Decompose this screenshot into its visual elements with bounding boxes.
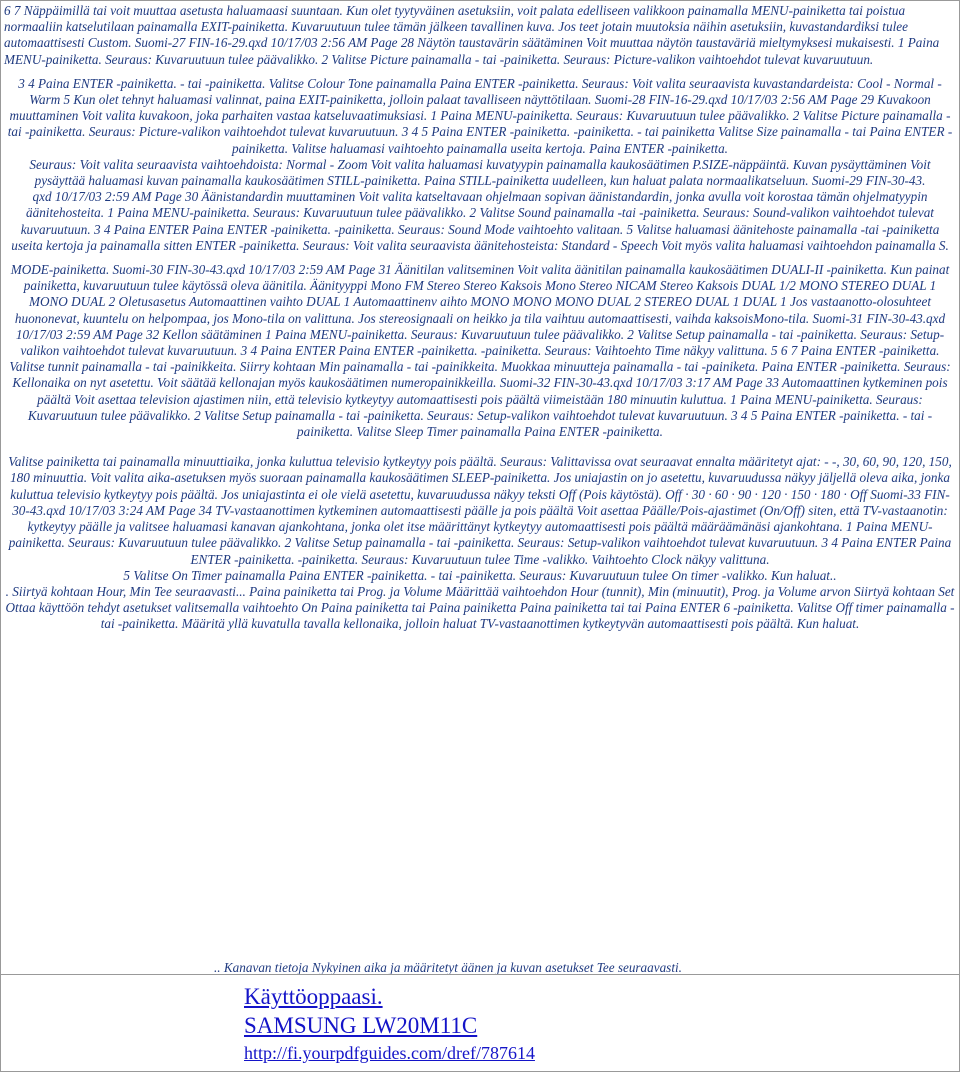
paragraph: qxd 10/17/03 2:59 AM Page 30 Äänistandardin muuttaminen Voit valita katseltavaan ohjelmaan sopivan äänistandardin, jonka avulla voit korostaa tämän ohjelmatyypin äänitehosteita. 1 Paina MENU-painiketta. Seuraus: Kuvaruutuun tulee päävalikko. 2 Valitse Sound painamalla -tai -painiketta. Seuraus: Sound-valikon vaihtoehdot tulevat kuvaruutuun. 3 4 Paina ENTER Paina ENTER -painiketta. -painiketta. Seuraus: Sound Mode vaihtoehto valitaan. 5 Valitse haluamasi äänitehoste painamalla -tai -painiketta useita kertoja ja painamalla sitten ENTER -painiketta. Seuraus: Voit valita seuraavista äänitehosteista: Standard - Speech Voit myös valita haluamasi vaihtoehdon painamalla S. xyxy=(11,189,949,253)
model-link[interactable]: SAMSUNG LW20M11C xyxy=(244,1013,478,1038)
paragraph: 5 Valitse On Timer painamalla Paina ENTER -painiketta. - tai -painiketta. Seuraus: Kuvaruutuun tulee On timer -valikko. Kun haluat.. xyxy=(123,567,837,583)
paragraph: Seuraus: Voit valita seuraavista vaihtoehdoista: Normal - Zoom Voit valita haluamasi kuvatyypin painamalla kaukosäätimen P.SIZE-näppäintä. Kuvan pysäyttäminen Voit pysäyttää haluamasi kuvan painamalla kaukosäätimen STILL-painiketta. Paina STILL-painiketta uudelleen, kun haluat palata normaalikatseluun. Suomi-29 FIN-30-43. xyxy=(29,156,931,189)
manual-link[interactable]: Käyttöoppaasi. xyxy=(244,984,383,1009)
footer-links xyxy=(244,982,535,1066)
paragraph: Valitse painiketta tai painamalla minuuttiaika, jonka kuluttua televisio kytkeytyy pois päältä. Seuraus: Valittavissa ovat seuraavat ennalta määritetyt ajat: - -, 30, 60, 90, 120, 150, 180 minuuttia. Voit valita aika-asetuksen myös suoraan painamalla kaukosäätimen SLEEP-painiketta. Jos uniajastin on jo asetettu, kuvaruudussa näkyy jäljellä oleva aika, jonka kuluttua televisio kytkeytyy pois päältä. Jos uniajastinta ei ole vielä asetettu, kuvaruudussa näkyy teksti Off (Pois käytöstä). Off · 30 · 60 · 90 · 120 · 150 · 180 · Off Suomi-33 FIN-30-43.qxd 10/17/03 3:24 AM Page 34 TV-vastaanottimen kytkeminen automaattisesti päälle ja pois päältä Voit asettaa Päälle/Pois-ajastimet (On/Off) siten, että TV-vastaanotin: kytkeytyy päälle ja valitsee haluamasi kanavan ajankohtana, jonka olet itse määrittänyt kytkeytyy automaattisesti pois päältä määräämänäsi ajankohtana. 1 Paina MENU-painiketta. Seuraus: Kuvaruutuun tulee päävalikko. 2 Valitse Setup painamalla - tai -painiketta. Seuraus: Setup-valikon vaihtoehdot tulevat kuvaruutuun. 3 4 Paina ENTER Paina ENTER -painiketta. -painiketta. Seuraus: Kuvaruutuun tulee Time -valikko. Vaihtoehto Clock näkyy valittuna. xyxy=(8,454,952,567)
document-body xyxy=(4,3,956,633)
paragraph: MODE-painiketta. Suomi-30 FIN-30-43.qxd 10/17/03 2:59 AM Page 31 Äänitilan valitseminen Voit valita äänitilan painamalla kaukosäätimen DUALI-II -painiketta. Kun painat painiketta, kuvaruutuun tulee käytössä oleva äänitila. Äänityyppi Mono FM Stereo Stereo Kaksois Mono Stereo NICAM Stereo Kaksois DUAL 1/2 MONO STEREO DUAL 1 MONO DUAL 2 Oletusasetus Automaattinen vaihto DUAL 1 Automaattinenv aihto MONO MONO MONO DUAL 2 STEREO DUAL 1 DUAL 1 Jos vastaanotto-olosuhteet huononevat, kuuntelu on helpompaa, jos Mono-tila on valittuna. Jos stereosignaali on heikko ja tila vaihtuu automaattisesti, vaihda kaksoisMono-tila. Suomi-31 FIN-30-43.qxd 10/17/03 2:59 AM Page 32 Kellon säätäminen 1 Paina MENU-painiketta. Seuraus: Kuvaruutuun tulee päävalikko. 2 Valitse Setup painamalla - tai -painiketta. Seuraus: Setup-valikon vaihtoehdot tulevat kuvaruutuun. 3 4 Paina ENTER Paina ENTER -painiketta. -painiketta. Seuraus: Vaihtoehto Time näkyy valittuna. 5 6 7 Paina ENTER -painiketta. Valitse tunnit painamalla - tai -painikkeita. Siirry kohtaan Min painamalla - tai -painikkeita. Muokkaa minuutteja painamalla - tai -painiketa. Paina ENTER -painiketta. Seuraus: Kellonaika on nyt asetettu. Voit säätää kellonajan myös kaukosäätimen numeropainikkeilla. Suomi-32 FIN-30-43.qxd 10/17/03 3:17 AM Page 33 Automaattinen kytkeminen pois päältä Voit asettaa television ajastimen niin, että televisio kytkeytyy automaattisesti pois päältä viimeistään 180 minuutin kuluttua. 1 Paina MENU-painiketta. Seuraus: Kuvaruutuun tulee päävalikko. 2 Valitse Setup painamalla - tai -painiketta. Seuraus: Setup-valikon vaihtoehdot tulevat kuvaruutuun. 3 4 5 Paina ENTER -painiketta. - tai -painiketta. Valitse Sleep Timer painamalla Paina ENTER -painiketta. xyxy=(9,262,951,440)
paragraph: 6 7 Näppäimillä tai voit muuttaa asetusta haluamaasi suuntaan. Kun olet tyytyväinen asetuksiin, voit palata edelliseen valikkoon painamalla MENU-painiketta tai poistua normaaliin katselutilaan painamalla EXIT-painiketta. Kuvaruutuun tulee tämän jälkeen tavallinen kuva. Jos teet jotain muutoksia näihin asetuksiin, kuvastandardiksi tulee automaattisesti Custom. Suomi-27 FIN-16-29.qxd 10/17/03 2:56 AM Page 28 Näytön taustavärin säätäminen Voit muuttaa näytön taustaväriä mieltymyksesi mukaisesti. 1 Paina MENU-painiketta. Seuraus: Kuvaruutuun tulee päävalikko. 2 Valitse Picture painamalla - tai -painiketta. Seuraus: Picture-valikon vaihtoehdot tulevat kuvaruutuun. xyxy=(4,3,940,67)
footer-note: .. Kanavan tietoja Nykyinen aika ja määritetyt äänen ja kuvan asetukset Tee seuraavasti. xyxy=(214,960,682,975)
paragraph: . Siirtyä kohtaan Hour, Min Tee seuraavasti... Paina painiketta tai Prog. ja Volume Määrittää vaihtoehdon Hour (tunnit), Min (minuutit), Prog. ja Volume arvon Siirtyä kohtaan Set Ottaa käyttöön tehdyt asetukset valitsemalla vaihtoehto On Paina painiketta tai Paina painiketta Paina painiketta tai tai Paina ENTER 6 -painiketta. Valitse Off timer painamalla - tai -painiketta. Määritä yllä kuvatulla tavalla kellonaika, jolloin haluat TV-vastaanottimen kytkeytyvän automaattisesti pois päältä. Kun haluat. xyxy=(5,583,955,632)
footer-divider xyxy=(0,974,960,975)
paragraph: 3 4 Paina ENTER -painiketta. - tai -painiketta. Valitse Colour Tone painamalla Paina ENTER -painiketta. Seuraus: Voit valita seuraavista kuvastandardeista: Cool - Normal - Warm 5 Kun olet tehnyt haluamasi valinnat, paina EXIT-painiketta, jolloin palaat tavalliseen näyttötilaan. Suomi-28 FIN-16-29.qxd 10/17/03 2:56 AM Page 29 Kuvakoon muuttaminen Voit valita kuvakoon, joka parhaiten vastaa katseluvaatimuksiasi. 1 Paina MENU-painiketta. Seuraus: Kuvaruutuun tulee päävalikko. 2 Valitse Picture painamalla - tai -painiketta. Seuraus: Picture-valikon vaihtoehdot tulevat kuvaruutuun. 3 4 5 Paina ENTER -painiketta. -painiketta. - tai painiketta Valitse Size painamalla - tai Paina ENTER -painiketta. Valitse haluamasi vaihtoehto painamalla useita kertoja. Paina ENTER -painiketta. xyxy=(7,75,953,156)
source-url-link[interactable]: http://fi.yourpdfguides.com/dref/787614 xyxy=(244,1043,535,1063)
